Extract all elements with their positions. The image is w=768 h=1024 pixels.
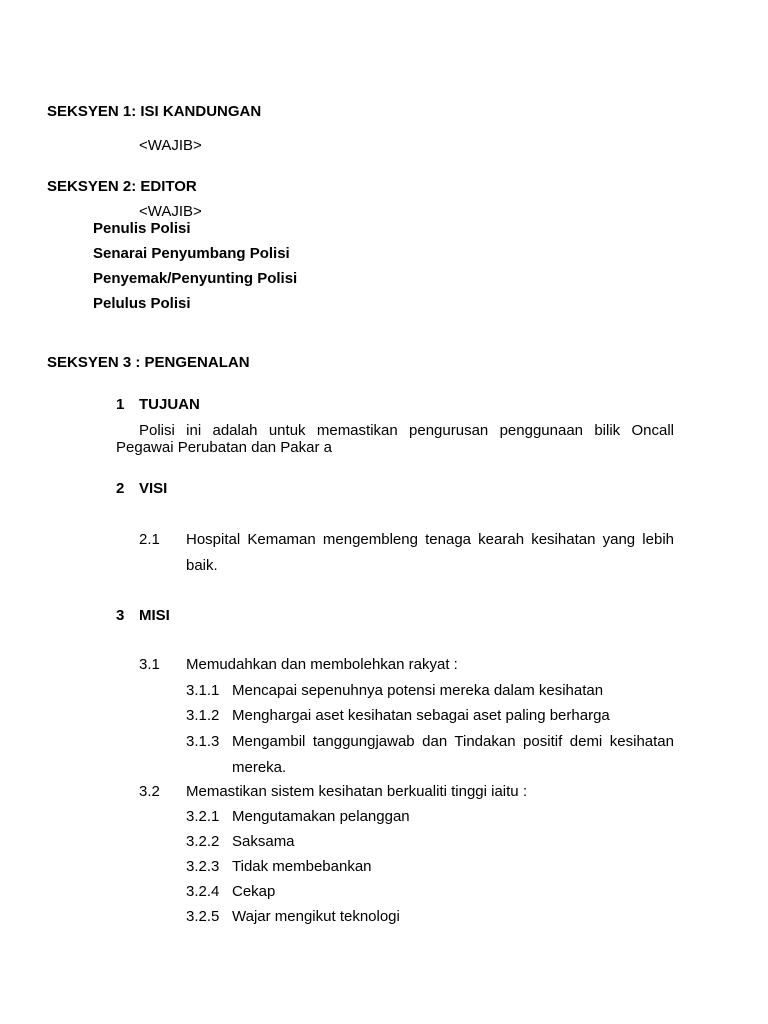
misi-subitem-number: 3.1.3 — [186, 733, 220, 750]
editor-item-penyemak: Penyemak/Penyunting Polisi — [93, 270, 298, 287]
misi-subitem-text: Saksama — [232, 833, 295, 850]
section2-heading: SEKSYEN 2: EDITOR — [47, 178, 197, 195]
misi-subitem-number: 3.2.5 — [186, 908, 220, 925]
section2-tag: <WAJIB> — [139, 203, 202, 220]
misi-subitem-number: 3.2.2 — [186, 833, 220, 850]
misi-subitem-text: Cekap — [232, 883, 276, 900]
visi-item-text: Hospital Kemaman mengembleng tenaga kearah kesihatan yang lebih baik. — [186, 531, 674, 574]
misi-subitem-text: Mengambil tanggungjawab dan Tindakan positif demi kesihatan mereka. — [232, 733, 674, 776]
misi-subitem-number: 3.2.4 — [186, 883, 220, 900]
misi-item-number: 3.2 — [139, 783, 160, 800]
tujuan-paragraph: Polisi ini adalah untuk memastikan pengurusan penggunaan bilik Oncall Pegawai Perubatan dan Pakar a — [116, 422, 674, 456]
misi-subitem-text: Wajar mengikut teknologi — [232, 908, 400, 925]
section1-tag: <WAJIB> — [139, 137, 202, 154]
editor-item-penyumbang: Senarai Penyumbang Polisi — [93, 245, 290, 262]
misi-item-text: Memastikan sistem kesihatan berkualiti tinggi iaitu : — [186, 783, 527, 800]
misi-subitem-number: 3.1.1 — [186, 682, 220, 699]
misi-number: 3 — [116, 607, 125, 624]
visi-title: VISI — [139, 480, 168, 497]
misi-subitem-text: Mengutamakan pelanggan — [232, 808, 410, 825]
tujuan-title: TUJUAN — [139, 396, 200, 413]
misi-subitem-number: 3.2.1 — [186, 808, 220, 825]
misi-subitem-text: Mencapai sepenuhnya potensi mereka dalam kesihatan — [232, 682, 604, 699]
visi-item-number: 2.1 — [139, 531, 160, 548]
editor-item-pelulus: Pelulus Polisi — [93, 295, 191, 312]
section3-heading: SEKSYEN 3 : PENGENALAN — [47, 354, 250, 371]
misi-subitem-text: Tidak membebankan — [232, 858, 372, 875]
section1-heading: SEKSYEN 1: ISI KANDUNGAN — [47, 103, 262, 120]
editor-item-penulis: Penulis Polisi — [93, 220, 191, 237]
misi-subitem-number: 3.1.2 — [186, 707, 220, 724]
tujuan-number: 1 — [116, 396, 125, 413]
misi-subitem-text: Menghargai aset kesihatan sebagai aset paling berharga — [232, 707, 610, 724]
misi-item-number: 3.1 — [139, 656, 160, 673]
misi-title: MISI — [139, 607, 170, 624]
misi-item-text: Memudahkan dan membolehkan rakyat : — [186, 656, 458, 673]
visi-number: 2 — [116, 480, 125, 497]
misi-subitem-number: 3.2.3 — [186, 858, 220, 875]
